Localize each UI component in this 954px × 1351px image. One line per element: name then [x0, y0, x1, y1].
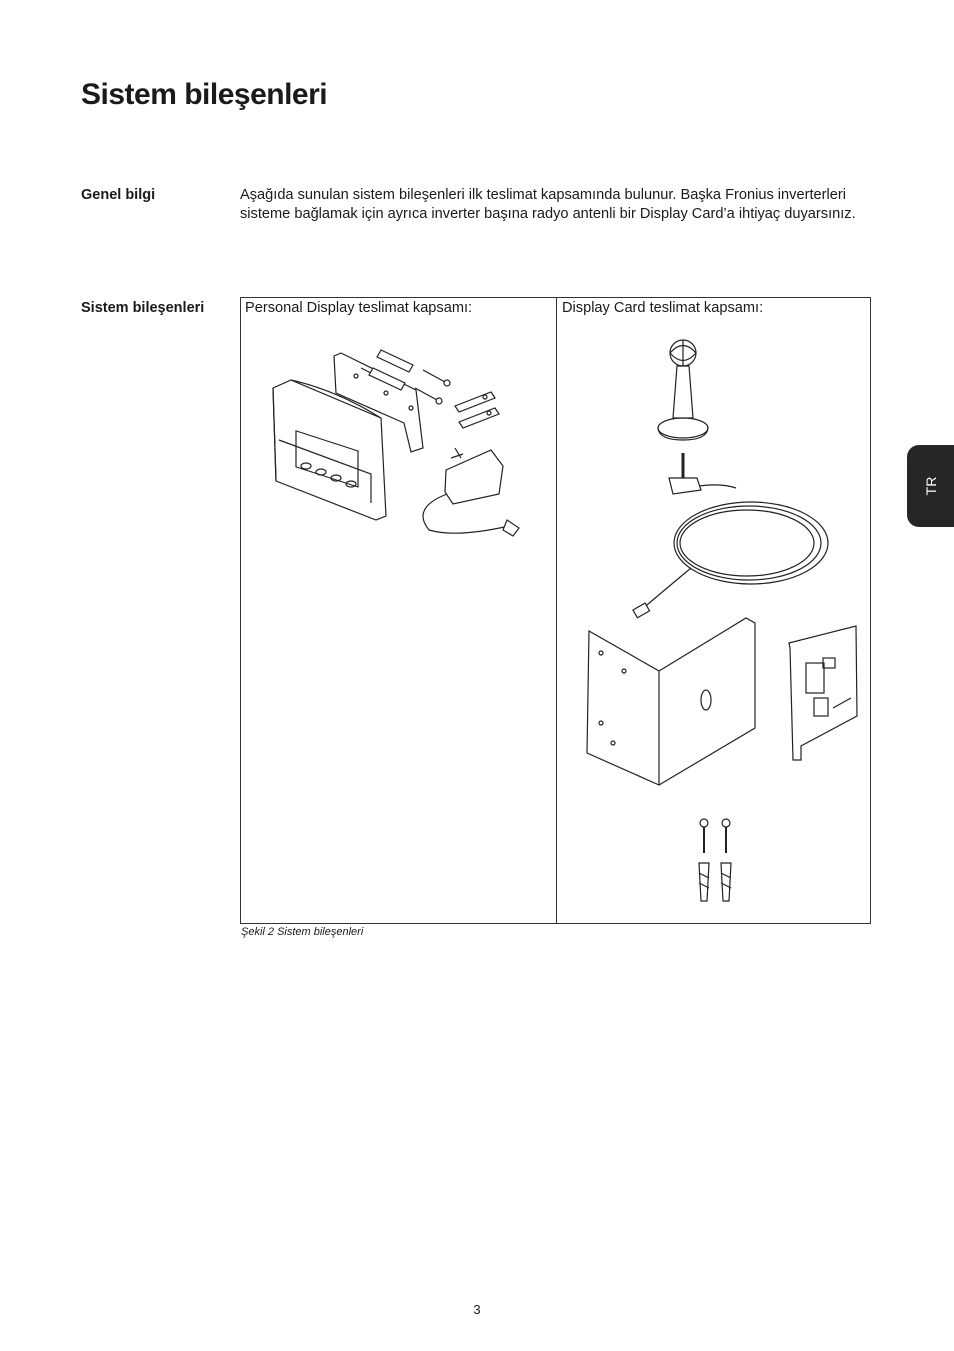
components-line-art: [241, 298, 870, 923]
figure-caption: Şekil 2 Sistem bileşenleri: [241, 926, 364, 938]
personal-display-scope-title: Personal Display teslimat kapsamı:: [245, 300, 473, 316]
radio-antenna-illustration: [658, 340, 708, 440]
card-dowels-illustration: [699, 863, 731, 901]
components-figure: [240, 297, 871, 924]
display-card-scope-title: Display Card teslimat kapsamı:: [562, 300, 764, 316]
display-card-pcb-illustration: [789, 626, 857, 760]
card-screws-illustration: [700, 819, 730, 853]
page-number: 3: [473, 1302, 481, 1317]
general-info-label: Genel bilgi: [81, 187, 156, 203]
display-card-bracket-illustration: [587, 618, 755, 785]
general-info-text: Aşağıda sunulan sistem bileşenleri ilk teslimat kapsamında bulunur. Başka Fronius inverterleri sisteme bağlamak için ayrıca inverter başına radyo antenli bir Display Card’a ihtiyaç duyarsınız.: [240, 187, 856, 223]
page-title: Sistem bileşenleri: [81, 78, 328, 111]
antenna-cable-illustration: [633, 453, 828, 618]
power-adapter-illustration: [423, 448, 519, 536]
screws-illustration: [415, 370, 450, 404]
components-label: Sistem bileşenleri: [81, 300, 205, 316]
language-tab-label: TR: [922, 476, 939, 496]
language-tab: [907, 445, 954, 527]
wall-brackets-illustration: [455, 392, 499, 428]
